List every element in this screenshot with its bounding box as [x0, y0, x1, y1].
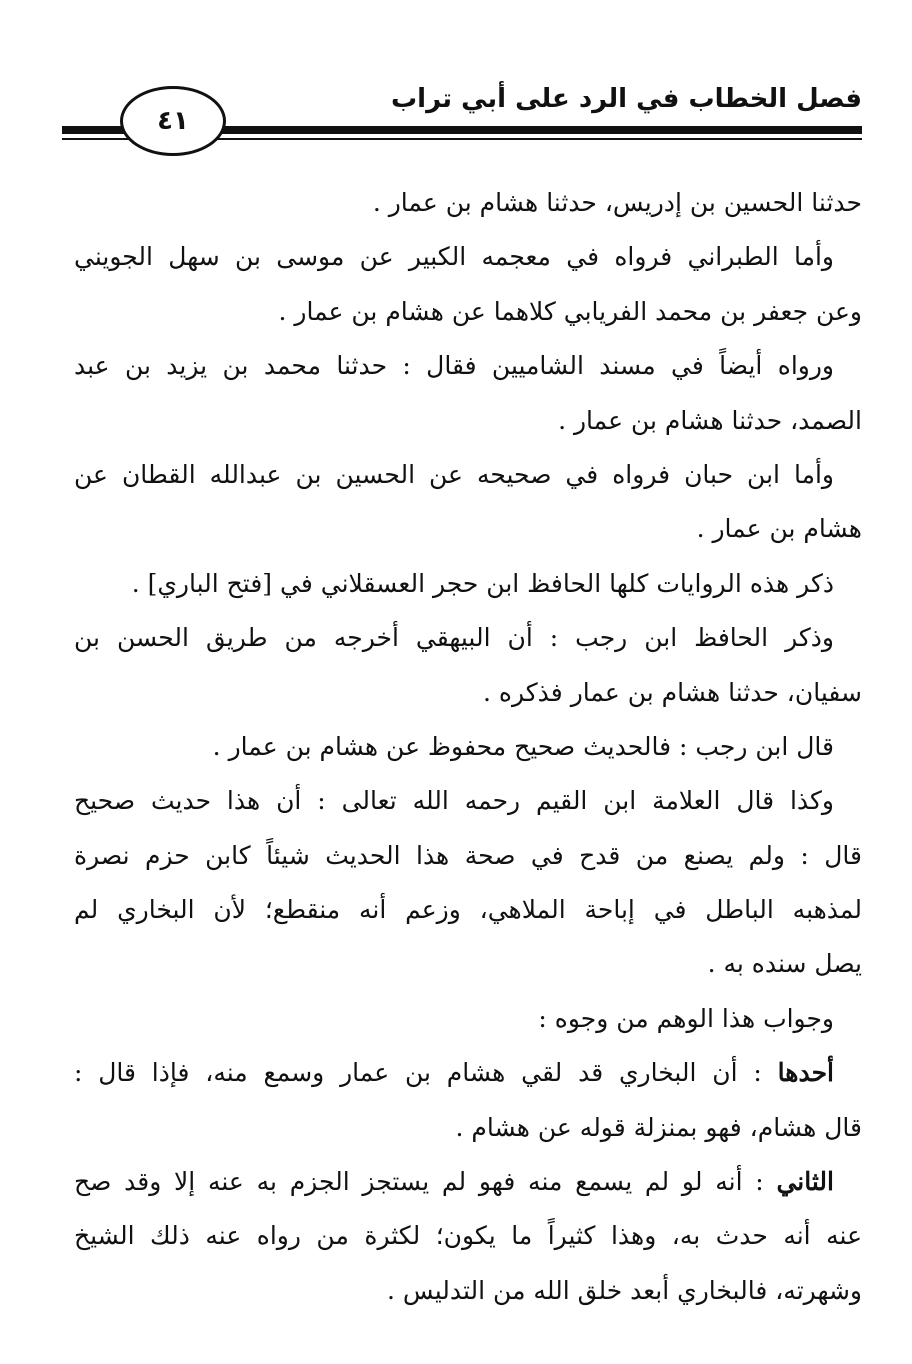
- page-body: [74, 176, 862, 1318]
- text-line: ذكر هذه الروايات كلها الحافظ ابن حجر العسقلاني في [فتح الباري] .: [131, 568, 834, 598]
- point-sep: :: [737, 1058, 778, 1088]
- point-text: أن البخاري قد لقي هشام بن عمار وسمع منه، فإذا قال :: [74, 1058, 738, 1088]
- book-title: فصل الخطاب في الرد على أبي تراب: [391, 84, 862, 114]
- text-line: قال : ولم يصنع من قدح في صحة هذا الحديث شيئاً كابن حزم نصرة: [74, 840, 862, 870]
- point-sep: :: [742, 1167, 777, 1197]
- text-line: وعن جعفر بن محمد الفريابي كلاهما عن هشام بن عمار .: [278, 296, 862, 326]
- point-lead-first: أحدها: [777, 1058, 834, 1088]
- text-line: لمذهبه الباطل في إباحة الملاهي، وزعم أنه منقطع؛ لأن البخاري لم: [74, 895, 862, 925]
- text-line: يصل سنده به .: [707, 949, 862, 979]
- point-text: أنه لو لم يسمع منه فهو لم يستجز الجزم به عنه إلا وقد صح: [74, 1167, 743, 1197]
- text-line-second-point: [74, 1155, 862, 1209]
- text-line: قال ابن رجب : فالحديث صحيح محفوظ عن هشام بن عمار .: [212, 731, 834, 761]
- text-line: هشام بن عمار .: [696, 514, 862, 544]
- point-lead-second: الثاني: [776, 1167, 834, 1197]
- text-line: وأما ابن حبان فرواه في صحيحه عن الحسين بن عبدالله القطان عن: [74, 459, 834, 489]
- text-line-first-point: [74, 1046, 862, 1100]
- text-line: وأما الطبراني فرواه في معجمه الكبير عن موسى بن سهل الجويني: [74, 242, 834, 272]
- text-line: وشهرته، فالبخاري أبعد خلق الله من التدليس .: [386, 1275, 862, 1305]
- page-number-badge: [120, 86, 226, 156]
- text-line: سفيان، حدثنا هشام بن عمار فذكره .: [482, 677, 862, 707]
- page-number: ٤١: [157, 106, 189, 136]
- text-line: ورواه أيضاً في مسند الشاميين فقال : حدثنا محمد بن يزيد بن عبد: [74, 351, 834, 381]
- text-line: عنه أنه حدث به، وهذا كثيراً ما يكون؛ لكثرة من رواه عنه ذلك الشيخ: [74, 1221, 862, 1251]
- text-line: وكذا قال العلامة ابن القيم رحمه الله تعالى : أن هذا حديث صحيح: [74, 786, 834, 816]
- text-line: قال هشام، فهو بمنزلة قوله عن هشام .: [455, 1112, 862, 1142]
- text-line: وجواب هذا الوهم من وجوه :: [538, 1003, 834, 1033]
- text-line: الصمد، حدثنا هشام بن عمار .: [558, 405, 862, 435]
- text-line: وذكر الحافظ ابن رجب : أن البيهقي أخرجه من طريق الحسن بن: [74, 623, 834, 653]
- text-line: حدثنا الحسين بن إدريس، حدثنا هشام بن عمار .: [372, 188, 862, 217]
